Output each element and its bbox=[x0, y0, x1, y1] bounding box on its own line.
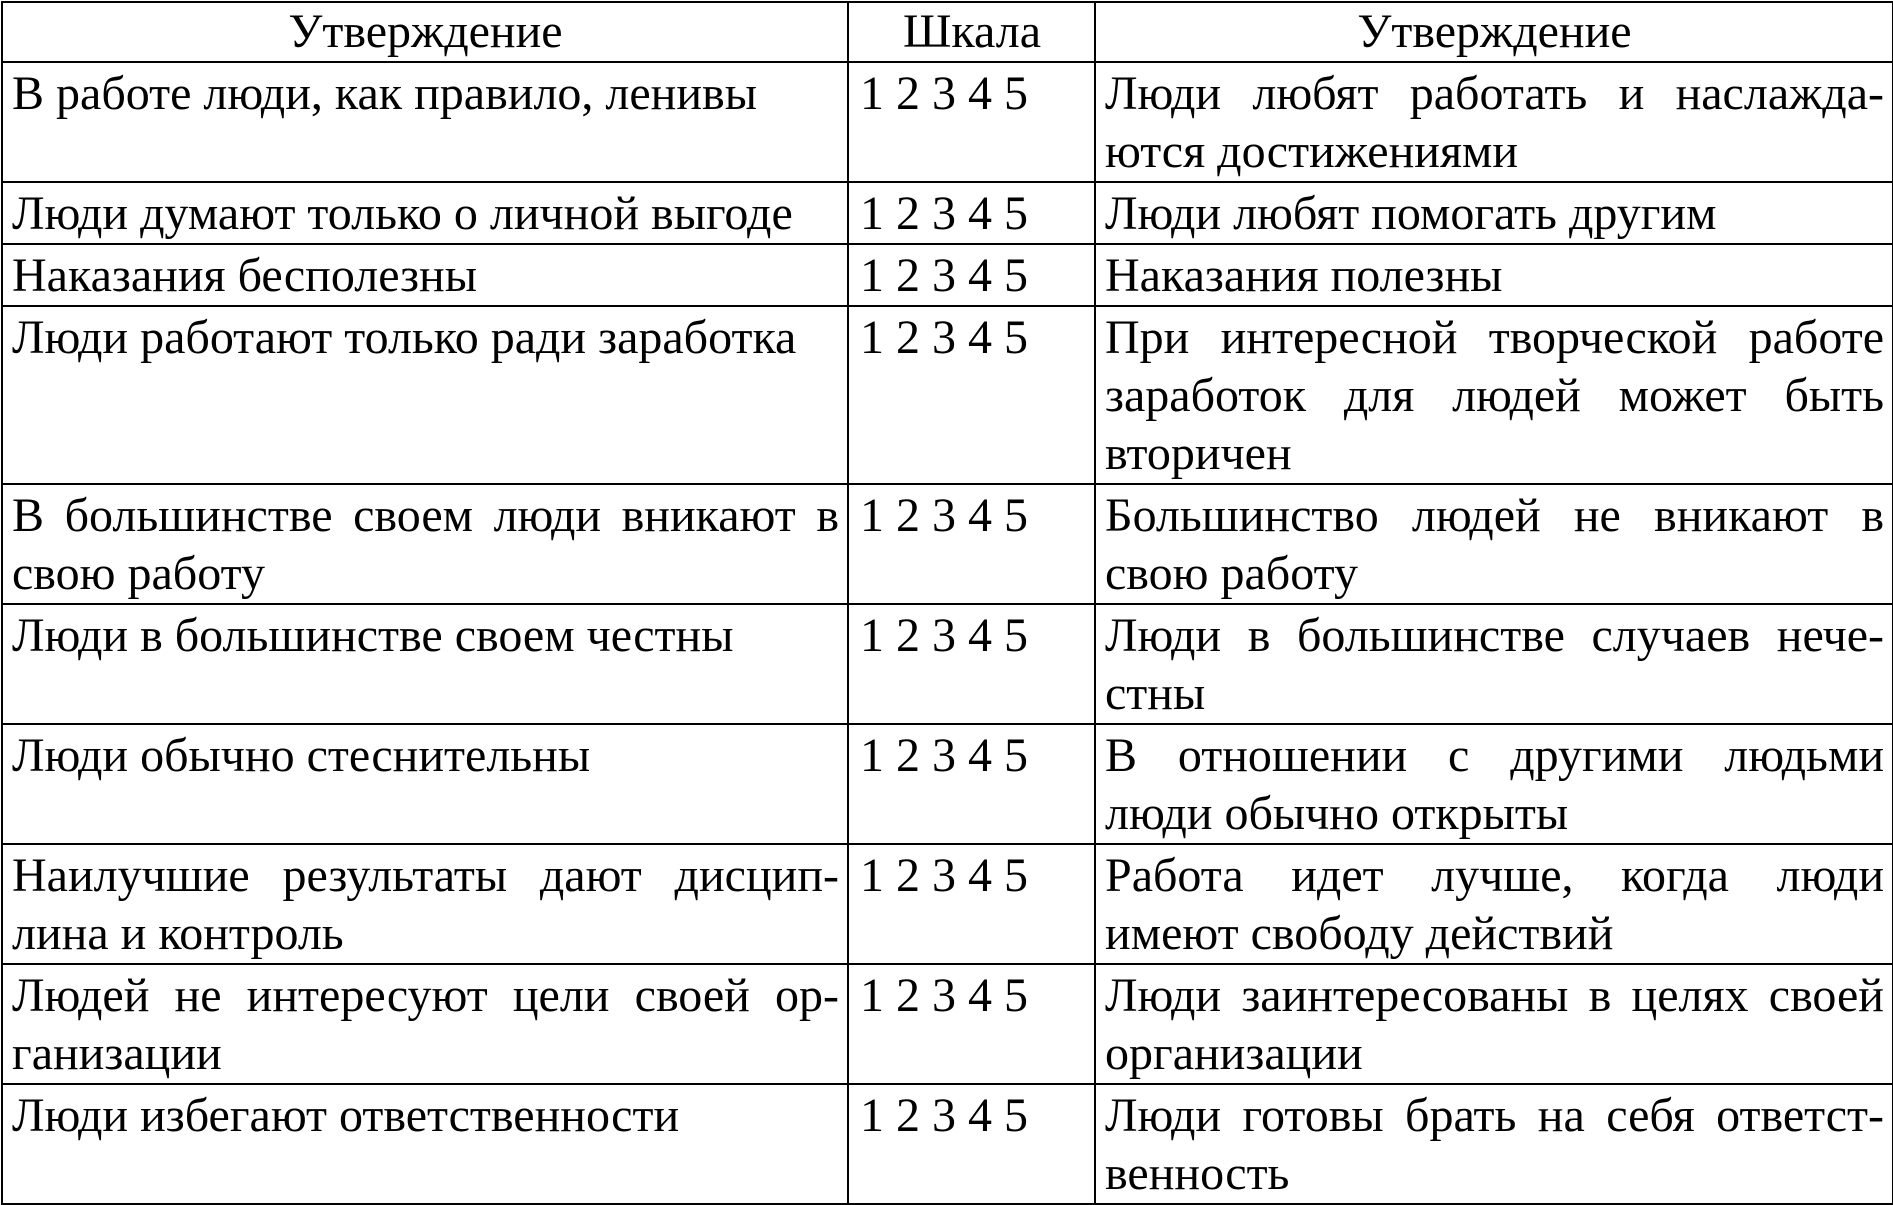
questionnaire bbox=[1, 1, 1893, 1205]
table-row bbox=[2, 306, 1893, 484]
table-row bbox=[2, 844, 1893, 964]
table-row bbox=[2, 964, 1893, 1084]
rating-scale: 1 2 3 4 5 bbox=[848, 182, 1095, 244]
right-statement: Люди любят работать и наслаждаются достижениями bbox=[1095, 62, 1893, 182]
table-row bbox=[2, 62, 1893, 182]
left-statement: Люди обычно стеснительны bbox=[2, 724, 848, 844]
rating-scale: 1 2 3 4 5 bbox=[848, 964, 1095, 1084]
right-statement: В отношении с другими людьми люди обычно открыты bbox=[1095, 724, 1893, 844]
left-statement: В работе люди, как правило, ленивы bbox=[2, 62, 848, 182]
left-statement: Люди думают только о личной выгоде bbox=[2, 182, 848, 244]
right-statement: Люди любят помогать другим bbox=[1095, 182, 1893, 244]
right-statement: Люди заинтересованы в целях своей организации bbox=[1095, 964, 1893, 1084]
header-right-statement: Утверждение bbox=[1095, 2, 1893, 62]
statement-scale-table bbox=[1, 1, 1893, 1205]
rating-scale: 1 2 3 4 5 bbox=[848, 244, 1095, 306]
left-statement: Наилучшие результаты дают дисциплина и контроль bbox=[2, 844, 848, 964]
right-statement: Наказания полезны bbox=[1095, 244, 1893, 306]
header-left-statement: Утверждение bbox=[2, 2, 848, 62]
rating-scale: 1 2 3 4 5 bbox=[848, 306, 1095, 484]
rating-scale: 1 2 3 4 5 bbox=[848, 724, 1095, 844]
left-statement: В большинстве своем люди вникают в свою работу bbox=[2, 484, 848, 604]
left-statement: Людей не интересуют цели своей организации bbox=[2, 964, 848, 1084]
table-row bbox=[2, 724, 1893, 844]
right-statement: Люди готовы брать на себя ответственность bbox=[1095, 1084, 1893, 1204]
rating-scale: 1 2 3 4 5 bbox=[848, 484, 1095, 604]
right-statement: При интересной творческой работе заработок для людей может быть вторичен bbox=[1095, 306, 1893, 484]
right-statement: Большинство людей не вникают в свою работу bbox=[1095, 484, 1893, 604]
right-statement: Люди в большинстве случаев нечестны bbox=[1095, 604, 1893, 724]
table-row bbox=[2, 1084, 1893, 1204]
table-row bbox=[2, 244, 1893, 306]
left-statement: Люди избегают ответственности bbox=[2, 1084, 848, 1204]
left-statement: Люди в большинстве своем честны bbox=[2, 604, 848, 724]
table-row bbox=[2, 484, 1893, 604]
rating-scale: 1 2 3 4 5 bbox=[848, 1084, 1095, 1204]
header-row bbox=[2, 2, 1893, 62]
header-scale: Шкала bbox=[848, 2, 1095, 62]
table-row bbox=[2, 604, 1893, 724]
left-statement: Люди работают только ради заработка bbox=[2, 306, 848, 484]
right-statement: Работа идет лучше, когда люди имеют свободу действий bbox=[1095, 844, 1893, 964]
table-row bbox=[2, 182, 1893, 244]
rating-scale: 1 2 3 4 5 bbox=[848, 62, 1095, 182]
rating-scale: 1 2 3 4 5 bbox=[848, 604, 1095, 724]
rating-scale: 1 2 3 4 5 bbox=[848, 844, 1095, 964]
left-statement: Наказания бесполезны bbox=[2, 244, 848, 306]
